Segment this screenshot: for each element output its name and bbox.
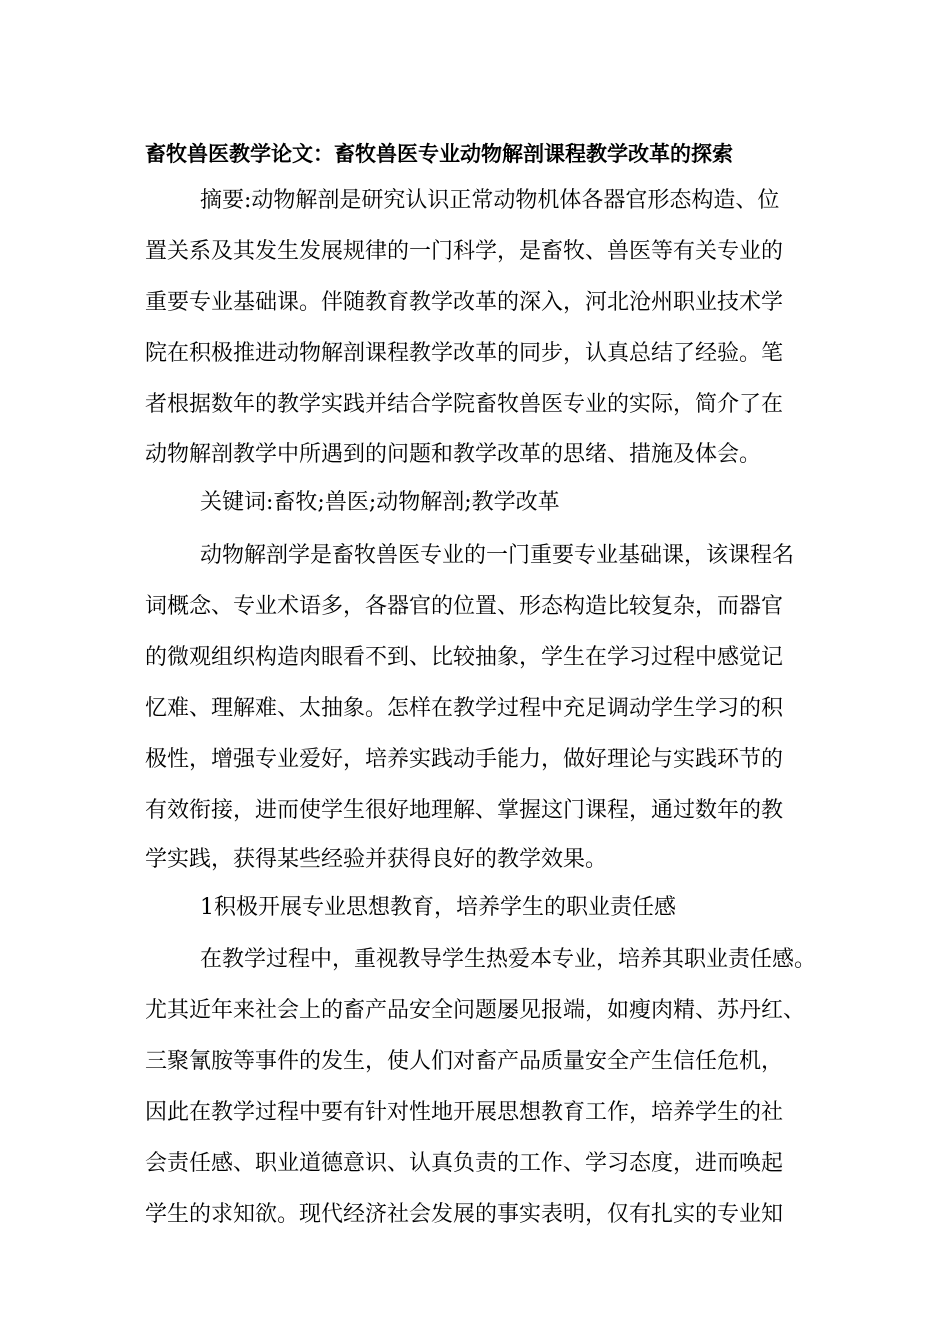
paragraph-line-5: 极性，增强专业爱好，培养实践动手能力，做好理论与实践环节的 — [145, 747, 784, 772]
section-line-4: 因此在教学过程中要有针对性地开展思想教育工作，培养学生的社 — [145, 1100, 784, 1125]
abstract-line-1: 摘要:动物解剖是研究认识正常动物机体各器官形态构造、位 — [200, 188, 780, 213]
section-heading-1: 1积极开展专业思想教育，培养学生的职业责任感 — [200, 895, 676, 920]
abstract-line-3: 重要专业基础课。伴随教育教学改革的深入，河北沧州职业技术学 — [145, 290, 784, 315]
abstract-line-6: 动物解剖教学中所遇到的问题和教学改革的思绪、措施及体会。 — [145, 442, 762, 467]
keywords-line: 关键词:畜牧;兽医;动物解剖;教学改革 — [200, 490, 560, 515]
paragraph-line-1: 动物解剖学是畜牧兽医专业的一门重要专业基础课，该课程名 — [200, 543, 795, 568]
abstract-line-4: 院在积极推进动物解剖课程教学改革的同步，认真总结了经验。笔 — [145, 341, 784, 366]
section-line-2: 尤其近年来社会上的畜产品安全问题屡见报端，如瘦肉精、苏丹红、 — [145, 998, 806, 1023]
paragraph-line-3: 的微观组织构造肉眼看不到、比较抽象，学生在学习过程中感觉记 — [145, 645, 784, 670]
document-title: 畜牧兽医教学论文：畜牧兽医专业动物解剖课程教学改革的探索 — [145, 141, 733, 166]
section-line-6: 学生的求知欲。现代经济社会发展的事实表明，仅有扎实的专业知 — [145, 1202, 784, 1227]
abstract-line-5: 者根据数年的教学实践并结合学院畜牧兽医专业的实际，简介了在 — [145, 392, 784, 417]
abstract-line-2: 置关系及其发生发展规律的一门科学，是畜牧、兽医等有关专业的 — [145, 239, 784, 264]
paragraph-line-6: 有效衔接，进而使学生很好地理解、掌握这门课程，通过数年的教 — [145, 798, 784, 823]
paragraph-line-7: 学实践，获得某些经验并获得良好的教学效果。 — [145, 847, 608, 872]
section-line-3: 三聚氰胺等事件的发生，使人们对畜产品质量安全产生信任危机， — [145, 1049, 784, 1074]
section-line-1: 在教学过程中，重视教导学生热爱本专业，培养其职业责任感。 — [200, 947, 817, 972]
section-line-5: 会责任感、职业道德意识、认真负责的工作、学习态度，进而唤起 — [145, 1151, 784, 1176]
paragraph-line-2: 词概念、专业术语多，各器官的位置、形态构造比较复杂，而器官 — [145, 594, 784, 619]
paragraph-line-4: 忆难、理解难、太抽象。怎样在教学过程中充足调动学生学习的积 — [145, 696, 784, 721]
